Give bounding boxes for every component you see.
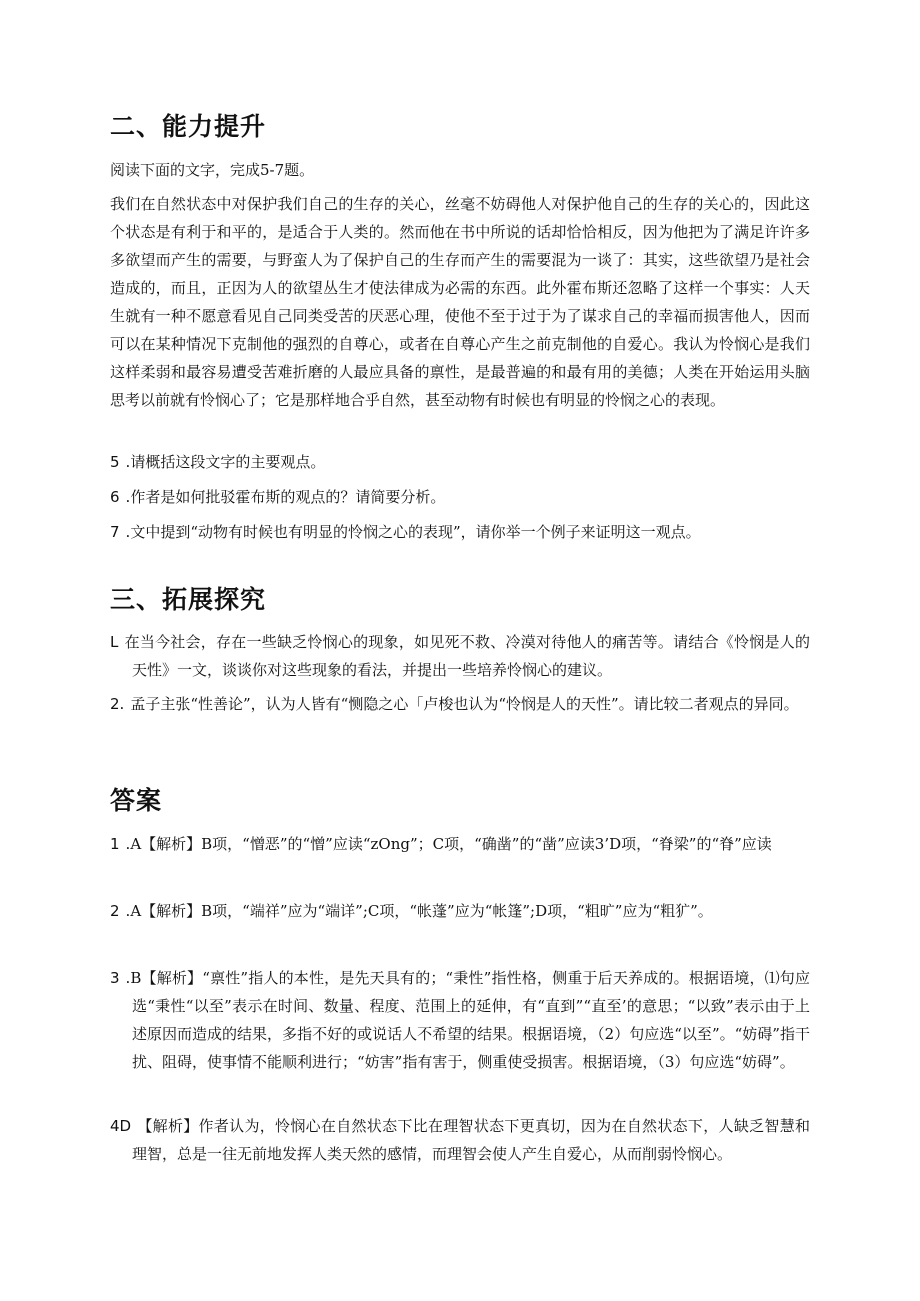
- item-number: 2.: [110, 695, 125, 713]
- answer-text: .A【解析】B项，“憎恶”的“憎”应读“zOng”；C项，“确凿”的“凿”应读3’D项，“脊梁”的“脊”应读: [125, 835, 772, 853]
- question-text: .作者是如何批驳霍布斯的观点的？请简要分析。: [125, 488, 446, 506]
- answer-text: 【解析】作者认为，怜悯心在自然状态下比在理智状态下更真切，因为在自然状态下，人缺乏智慧和理智，总是一往无前地发挥人类天然的感情，而理智会使人产生自爱心，从而削弱怜悯心。: [132, 1117, 810, 1163]
- answer-number: 2: [110, 902, 120, 920]
- item-text: 孟子主张“性善论”，认为人皆有“恻隐之心「卢梭也认为“怜悯是人的天性”。请比较二者观点的异同。: [130, 695, 799, 713]
- answer-item: [110, 830, 810, 858]
- answer-text: .A【解析】B项，“端祥”应为“端详”;C项，“帐蓬”应为“帐篷”;D项，“粗旷”应为“粗犷”。: [125, 902, 713, 920]
- section-title-extension: 三、拓展探究: [110, 585, 267, 614]
- section-title-ability: 二、能力提升: [110, 112, 267, 141]
- question-item: [110, 448, 810, 476]
- question-number: 7: [110, 523, 120, 541]
- answer-item: [110, 1112, 810, 1168]
- question-text: .文中提到“动物有时候也有明显的怜悯之心的表现”，请你举一个例子来证明这一观点。: [125, 523, 701, 541]
- question-text: .请概括这段文字的主要观点。: [125, 453, 326, 471]
- extension-item: [110, 690, 810, 718]
- question-number: 6: [110, 488, 120, 506]
- answer-number: 3: [110, 969, 120, 987]
- answer-number: 1: [110, 835, 120, 853]
- question-number: 5: [110, 453, 120, 471]
- question-item: [110, 483, 810, 511]
- item-number: L: [110, 633, 119, 651]
- answer-number: 4D: [110, 1117, 132, 1135]
- extension-item: [110, 628, 810, 684]
- question-item: [110, 518, 810, 546]
- reading-passage: 我们在自然状态中对保护我们自己的生存的关心，丝毫不妨碍他人对保护他自己的生存的关心的，因此这个状态是有利于和平的，是适合于人类的。然而他在书中所说的话却恰恰相反，因为他把为了满足许许多多欲望而产生的需要，与野蛮人为了保护自己的生存而产生的需要混为一谈了：其实，这些欲望乃是社会造成的，而且，正因为人的欲望丛生才使法律成为必需的东西。此外霍布斯还忽略了这样一个事实：人天生就有一种不愿意看见自己同类受苦的厌恶心理，使他不至于过于为了谋求自己的幸福而损害他人，因而可以在某种情况下克制他的强烈的自尊心，或者在自尊心产生之前克制他的自爱心。我认为怜悯心是我们这样柔弱和最容易遭受苦难折磨的人最应具备的禀性，是最普遍的和最有用的美德；人类在开始运用头脑思考以前就有怜悯心了；它是那样地合乎自然，甚至动物有时候也有明显的怜悯之心的表现。: [110, 195, 810, 409]
- reading-instruction: 阅读下面的文字，完成5-7题。: [110, 161, 315, 179]
- item-text: 在当今社会，存在一些缺乏怜悯心的现象，如见死不救、冷漠对待他人的痛苦等。请结合《怜悯是人的天性》一文，谈谈你对这些现象的看法，并提出一些培养怜悯心的建议。: [124, 633, 810, 679]
- answer-item: [110, 964, 810, 1076]
- answer-item: [110, 897, 810, 925]
- answer-text: .B【解析】“禀性”指人的本性，是先天具有的；“秉性”指性格，侧重于后天养成的。根据语境，⑴句应选“秉性“以至”表示在时间、数量、程度、范围上的延伸，有“直到”“直至’的意思；“以致”表示由于上述原因而造成的结果，多指不好的或说话人不希望的结果。根据语境，（2）句应选“以至”。“妨碍”指干扰、阻碍，使事情不能顺利进行；“妨害”指有害于，侧重使受损害。根据语境，（3）句应选“妨碍”。: [125, 969, 810, 1071]
- answers-title: 答案: [110, 786, 163, 815]
